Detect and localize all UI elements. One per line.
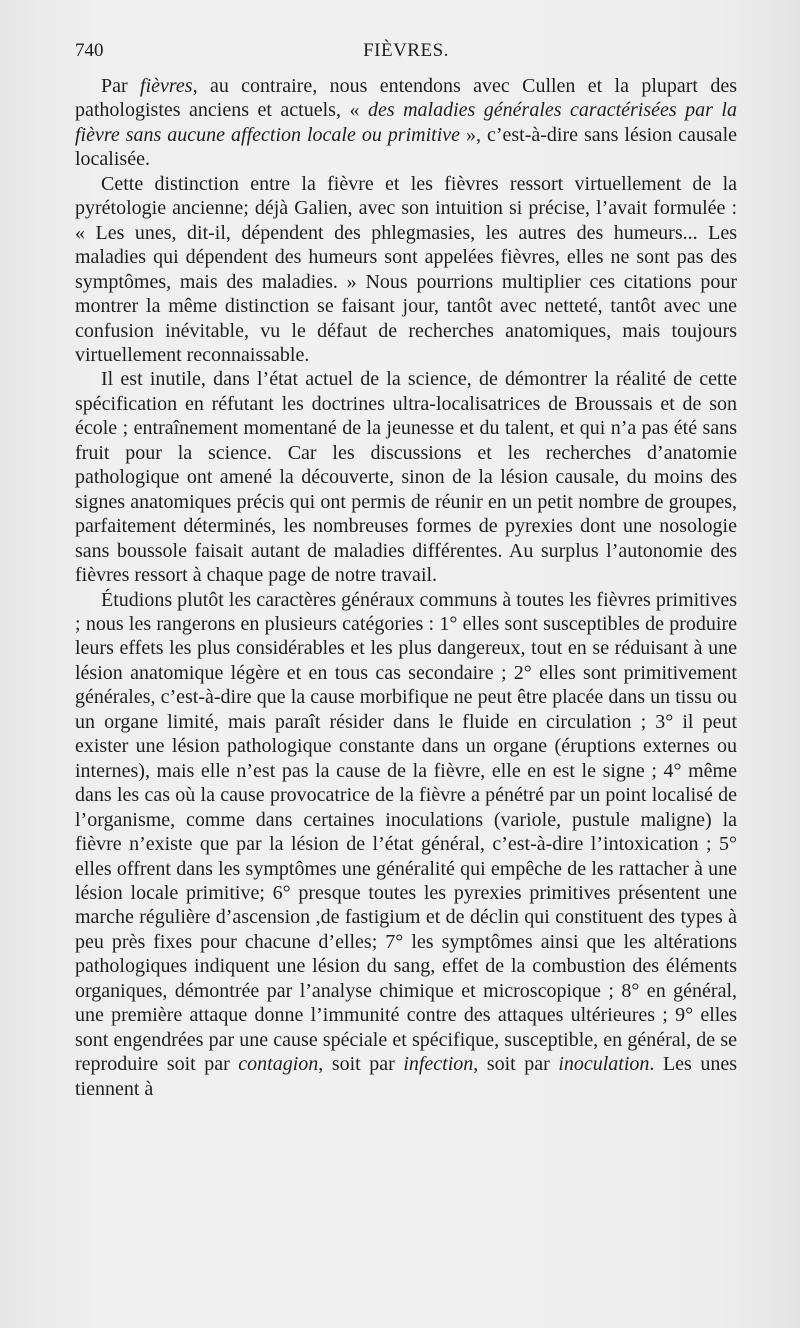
italic-text: des maladies générales caractérisées par la fièvre sans aucune affection locale ou primitive	[75, 99, 737, 146]
italic-text: inoculation	[558, 1053, 650, 1076]
page-number: 740	[75, 40, 104, 61]
text-run: . Les unes tiennent à	[75, 1053, 738, 1100]
paragraph	[75, 367, 737, 587]
text-run: Par	[101, 75, 141, 97]
italic-text: infection	[403, 1053, 474, 1076]
paragraph	[75, 172, 737, 368]
text-run: Cette distinction entre la fièvre et les fièvres ressort virtuellement de la pyrétologie ancienne; déjà Galien, avec son intuition si précise, l’avait formulée : « Les unes, dit-il, dépendent des phlegmasies, les autres des humeurs... Les maladies qui dépendent des humeurs sont appelées fièvres, elles ne sont pas des symptômes, mais des maladies. » Nous pourrions multiplier ces citations pour montrer la même distinction se faisant jour, tantôt avec netteté, tantôt avec une confusion inévitable, vu le défaut de recherches anatomiques, mais toujours virtuellement reconnaissable.	[75, 172, 737, 366]
text-run: , soit par	[473, 1053, 559, 1076]
text-run: , soit par	[318, 1053, 404, 1076]
paragraph	[75, 588, 737, 1102]
body-text	[75, 74, 737, 1101]
page-header	[75, 40, 737, 70]
italic-text: fièvres	[140, 75, 193, 97]
running-head: FIÈVRES.	[363, 40, 449, 61]
italic-text: contagion	[238, 1053, 319, 1076]
paragraph	[75, 74, 737, 172]
text-run: Il est inutile, dans l’état actuel de la science, de démontrer la réalité de cette spécification en réfutant les doctrines ultra-localisatrices de Broussais et de son école ; entraînement momentané de la jeunesse et du talent, et qui n’a pas été sans fruit pour la science. Car les discussions et les recherches d’anatomie pathologique ont amené la découverte, sinon de la lésion causale, du moins des signes anatomiques précis qui ont permis de réunir en un petit nombre de groupes, parfaitement déterminés, les nombreuses formes de pyrexies dont une nosologie sans boussole faisait autant de maladies différentes. Au surplus l’autonomie des fièvres ressort à chaque page de notre travail.	[75, 368, 737, 587]
text-run: , au contraire, nous entendons avec Cullen et la plupart des pathologistes anciens et actuels, «	[75, 75, 737, 122]
text-run: », c’est-à-dire sans lésion causale localisée.	[75, 123, 737, 171]
text-run: Étudions plutôt les caractères généraux communs à toutes les fièvres primitives ; nous les rangerons en plusieurs catégories : 1° elles sont susceptibles de produire leurs effets les plus considérables et les plus dangereux, tout en se réduisant à une lésion anatomique légère et en tous cas secondaire ; 2° elles sont primitivement générales, c’est-à-dire que la cause morbifique ne peut être placée dans un tissu ou un organe limité, mais paraît résider dans le fluide en circulation ; 3° il peut exister une lésion pathologique constante dans un organe (éruptions externes ou internes), mais elle n’est pas la cause de la fièvre, elle en est le signe ; 4° même dans les cas où la cause provocatrice de la fièvre a pénétré par un point localisé de l’organisme, comme dans certaines inoculations (variole, pustule maligne) la fièvre n’existe que par la lésion de l’état général, c’est-à-dire l’intoxication ; 5° elles offrent dans les symptômes une généralité qui empêche de les rattacher à une lésion locale primitive; 6° presque toutes les pyrexies primitives présentent une marche régulière d’ascension ,de fastigium et de déclin qui constituent des types à peu près fixes pour chacune d’elles; 7° les symptômes ainsi que les altérations pathologiques indiquent une lésion du sang, effet de la combustion des éléments organiques, démontrée par l’analyse chimique et microscopique ; 8° en général, une première attaque donne l’immunité contre des attaques ultérieures ; 9° elles sont engendrées par une cause spéciale et spécifique, susceptible, en général, de se reproduire soit par	[75, 588, 737, 1076]
